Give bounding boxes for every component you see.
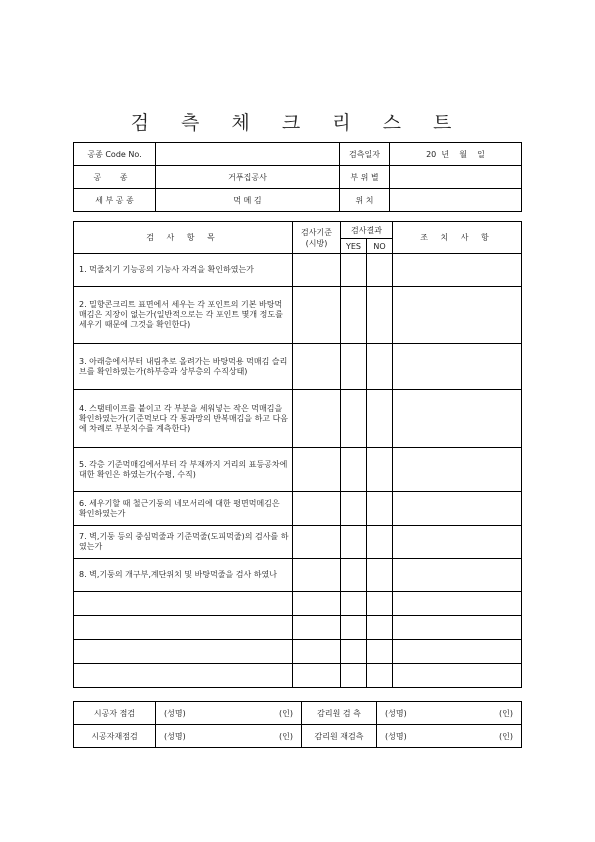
signature-row xyxy=(74,702,522,725)
header-yes: YES xyxy=(341,239,367,254)
supervisor-recheck-label: 감리원 재검측 xyxy=(302,725,377,748)
table-row xyxy=(74,616,522,640)
info-row xyxy=(74,166,522,189)
part-field[interactable] xyxy=(390,166,522,189)
table-row xyxy=(74,390,522,448)
action-cell[interactable] xyxy=(393,448,522,492)
check-item-empty[interactable] xyxy=(74,592,293,616)
action-cell[interactable] xyxy=(393,287,522,344)
info-row xyxy=(74,143,522,166)
yes-cell[interactable] xyxy=(341,390,367,448)
contractor-signature-field[interactable] xyxy=(156,702,302,725)
name-placeholder: (성명) xyxy=(385,731,407,741)
page-title: 검 측 체 크 리 스 트 xyxy=(130,112,465,134)
yes-cell[interactable] xyxy=(341,492,367,526)
table-row xyxy=(74,287,522,344)
yes-cell[interactable] xyxy=(341,448,367,492)
yes-cell[interactable] xyxy=(341,664,367,688)
no-cell[interactable] xyxy=(367,390,393,448)
table-row xyxy=(74,448,522,492)
criteria-cell[interactable] xyxy=(293,390,341,448)
seal-placeholder: (인) xyxy=(499,731,513,741)
action-cell[interactable] xyxy=(393,390,522,448)
criteria-cell[interactable] xyxy=(293,526,341,559)
supervisor-check-label: 감리원 검 측 xyxy=(302,702,377,725)
header-criteria: 검사기준(시방) xyxy=(293,222,341,254)
no-cell[interactable] xyxy=(367,664,393,688)
checklist-table xyxy=(73,221,522,688)
action-cell[interactable] xyxy=(393,592,522,616)
check-item: 8. 벽,기둥의 개구부,계단위치 및 바탕먹줄을 검사 하였나 xyxy=(74,559,293,592)
yes-cell[interactable] xyxy=(341,640,367,664)
detail-work-field[interactable]: 먹 메 김 xyxy=(156,189,340,212)
name-placeholder: (성명) xyxy=(385,708,407,718)
work-type-label: 공 종 xyxy=(74,166,156,189)
contractor-recheck-signature-field[interactable] xyxy=(156,725,302,748)
action-cell[interactable] xyxy=(393,254,522,287)
table-row xyxy=(74,344,522,390)
action-cell[interactable] xyxy=(393,616,522,640)
contractor-check-label: 시공자 점검 xyxy=(74,702,156,725)
work-code-field[interactable] xyxy=(156,143,340,166)
header-item: 검 사 항 목 xyxy=(74,222,293,254)
table-row xyxy=(74,640,522,664)
criteria-cell[interactable] xyxy=(293,664,341,688)
work-code-label: 공종 Code No. xyxy=(74,143,156,166)
criteria-cell[interactable] xyxy=(293,592,341,616)
name-placeholder: (성명) xyxy=(164,731,186,741)
name-placeholder: (성명) xyxy=(164,708,186,718)
action-cell[interactable] xyxy=(393,526,522,559)
supervisor-recheck-signature-field[interactable] xyxy=(377,725,522,748)
check-item: 4. 스탬테이프를 붙이고 각 부분을 세워넣는 작은 먹매김을 확인하였는가(기준먹보다 각 통과망의 반복매김을 하고 다음에 차례로 부분치수를 계측한다) xyxy=(74,390,293,448)
no-cell[interactable] xyxy=(367,559,393,592)
no-cell[interactable] xyxy=(367,254,393,287)
criteria-cell[interactable] xyxy=(293,559,341,592)
location-field[interactable] xyxy=(390,189,522,212)
detail-work-label: 세 부 공 종 xyxy=(74,189,156,212)
supervisor-signature-field[interactable] xyxy=(377,702,522,725)
no-cell[interactable] xyxy=(367,344,393,390)
check-item: 3. 아래층에서부터 내림추로 올려가는 바탕먹용 먹매김 슬리브를 확인하였는가(하부층과 상부층의 수직상태) xyxy=(74,344,293,390)
no-cell[interactable] xyxy=(367,492,393,526)
seal-placeholder: (인) xyxy=(499,708,513,718)
signature-table xyxy=(73,701,522,748)
criteria-cell[interactable] xyxy=(293,616,341,640)
check-item: 5. 각층 기준먹매김에서부터 각 부재까지 거리의 표등공차에 대한 확인은 하였는가(수평, 수직) xyxy=(74,448,293,492)
check-item: 2. 밀향콘크리트 표면에서 세우는 각 포인트의 기본 바탕먹매김은 지장이 없는가(일반적으로는 각 포인트 몇개 정도를 세우기 때문에 그것을 확인한다) xyxy=(74,287,293,344)
yes-cell[interactable] xyxy=(341,344,367,390)
action-cell[interactable] xyxy=(393,344,522,390)
signature-row xyxy=(74,725,522,748)
table-row xyxy=(74,254,522,287)
check-item: 1. 먹줄치기 기능공의 기능사 자격을 확인하였는가 xyxy=(74,254,293,287)
table-row xyxy=(74,526,522,559)
check-item-empty[interactable] xyxy=(74,640,293,664)
check-item-empty[interactable] xyxy=(74,664,293,688)
yes-cell[interactable] xyxy=(341,559,367,592)
header-action: 조 치 사 항 xyxy=(393,222,522,254)
header-result: 검사결과 xyxy=(341,222,393,239)
yes-cell[interactable] xyxy=(341,592,367,616)
criteria-cell[interactable] xyxy=(293,344,341,390)
no-cell[interactable] xyxy=(367,616,393,640)
action-cell[interactable] xyxy=(393,664,522,688)
criteria-cell[interactable] xyxy=(293,492,341,526)
no-cell[interactable] xyxy=(367,526,393,559)
action-cell[interactable] xyxy=(393,640,522,664)
location-label: 위 치 xyxy=(340,189,390,212)
work-type-field[interactable]: 거푸집공사 xyxy=(156,166,340,189)
yes-cell[interactable] xyxy=(341,616,367,640)
table-row xyxy=(74,492,522,526)
info-row xyxy=(74,189,522,212)
info-table xyxy=(73,142,522,212)
action-cell[interactable] xyxy=(393,559,522,592)
seal-placeholder: (인) xyxy=(279,708,293,718)
check-item: 7. 벽,기둥 등의 중심먹줄과 기준먹줄(도피먹줄)의 검사를 하였는가 xyxy=(74,526,293,559)
table-row xyxy=(74,592,522,616)
check-item-empty[interactable] xyxy=(74,616,293,640)
part-label: 부 위 별 xyxy=(340,166,390,189)
criteria-cell[interactable] xyxy=(293,254,341,287)
no-cell[interactable] xyxy=(367,640,393,664)
table-row xyxy=(74,559,522,592)
header-no: NO xyxy=(367,239,393,254)
inspection-date-label: 검측일자 xyxy=(340,143,390,166)
criteria-cell[interactable] xyxy=(293,640,341,664)
no-cell[interactable] xyxy=(367,448,393,492)
table-row xyxy=(74,664,522,688)
inspection-date-field[interactable]: 20 년 월 일 xyxy=(390,143,522,166)
criteria-cell[interactable] xyxy=(293,287,341,344)
yes-cell[interactable] xyxy=(341,254,367,287)
criteria-cell[interactable] xyxy=(293,448,341,492)
contractor-recheck-label: 시공자재점검 xyxy=(74,725,156,748)
check-item: 6. 세우기할 때 철근기둥의 네모서리에 대한 평면먹메김은 확인하였는가 xyxy=(74,492,293,526)
no-cell[interactable] xyxy=(367,592,393,616)
no-cell[interactable] xyxy=(367,287,393,344)
yes-cell[interactable] xyxy=(341,526,367,559)
yes-cell[interactable] xyxy=(341,287,367,344)
action-cell[interactable] xyxy=(393,492,522,526)
checklist-header-row xyxy=(74,222,522,239)
seal-placeholder: (인) xyxy=(279,731,293,741)
